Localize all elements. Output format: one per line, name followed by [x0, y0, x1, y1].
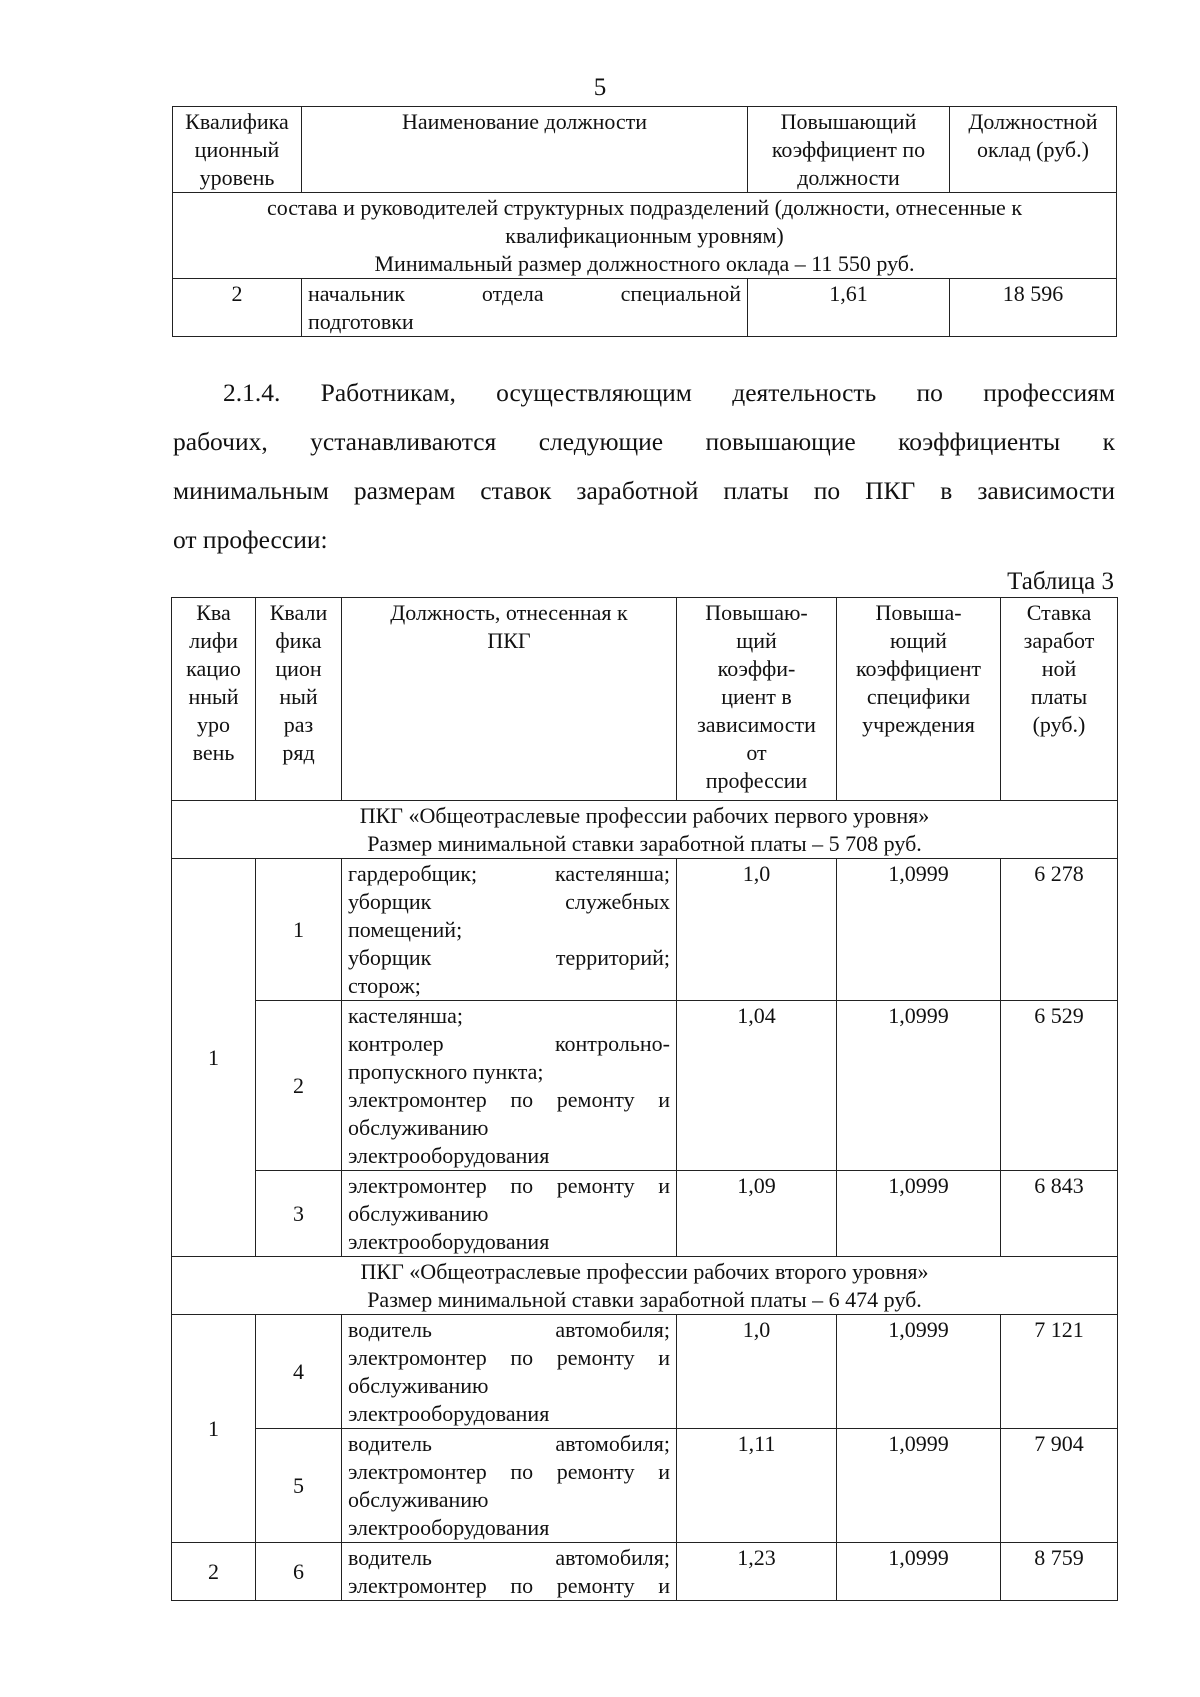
- row-position: [342, 859, 677, 1001]
- row-position-line: обслуживанию: [348, 1487, 489, 1512]
- cell-text-line: учреждения: [862, 712, 975, 737]
- cell-text-line: должности: [797, 165, 900, 190]
- cell-text-line: состава и руководителей структурных подразделений (должности, отнесенные к: [266, 195, 1023, 220]
- row-wage-rate: 7 121: [1001, 1315, 1118, 1429]
- cell-text-line: ПКГ «Общеотраслевые профессии рабочих второго уровня»: [360, 1259, 929, 1284]
- header-institution-coefficient: [837, 598, 1001, 801]
- table-row: [172, 1429, 1118, 1543]
- row-position-line: пропускного пункта;: [348, 1059, 544, 1084]
- cell-text-line: зависимости: [697, 712, 816, 737]
- header-wage-rate: [1001, 598, 1118, 801]
- row-position-line: подготовки: [308, 309, 414, 334]
- row-position-line: сторож;: [348, 973, 421, 998]
- row-position-line: гардеробщик; кастелянша;: [348, 861, 670, 886]
- row-position: [342, 1429, 677, 1543]
- cell-text-line: уро: [197, 712, 230, 737]
- row-position-line: контролер контрольно-: [348, 1031, 670, 1056]
- cell-text-line: цион: [275, 656, 322, 681]
- row-wage-rate: 8 759: [1001, 1543, 1118, 1601]
- cell-text-line: ПКГ «Общеотраслевые профессии рабочих первого уровня»: [359, 803, 930, 828]
- row-institution-coefficient: 1,0999: [837, 859, 1001, 1001]
- row-position: [342, 1315, 677, 1429]
- row-position-line: начальник отдела специальной: [308, 281, 741, 306]
- row-grade: 6: [256, 1543, 342, 1601]
- row-profession-coefficient: 1,0: [677, 1315, 837, 1429]
- row-institution-coefficient: 1,0999: [837, 1543, 1001, 1601]
- row-level: 1: [172, 859, 256, 1257]
- row-position-line: кастелянша;: [348, 1003, 463, 1028]
- row-position-line: электрооборудования: [348, 1515, 550, 1540]
- row-position-line: водитель автомобиля;: [348, 1431, 670, 1456]
- row-position: [302, 279, 748, 337]
- row-institution-coefficient: 1,0999: [837, 1429, 1001, 1543]
- row-wage-rate: 6 278: [1001, 859, 1118, 1001]
- row-position-line: электрооборудования: [348, 1143, 550, 1168]
- row-institution-coefficient: 1,0999: [837, 1171, 1001, 1257]
- row-position-line: обслуживанию: [348, 1115, 489, 1140]
- header-qualification-level: [172, 598, 256, 801]
- row-institution-coefficient: 1,0999: [837, 1315, 1001, 1429]
- cell-text-line: кацио: [186, 656, 241, 681]
- cell-text-line: профессии: [705, 768, 808, 793]
- cell-text-line: Ква: [196, 600, 231, 625]
- row-position-line: электромонтер по ремонту и: [348, 1345, 670, 1370]
- group-header-level-2: [172, 1257, 1118, 1315]
- header-qualification-level: [173, 107, 302, 193]
- cell-text-line: ющий: [890, 628, 947, 653]
- paragraph-line: рабочих, устанавливаются следующие повышающие коэффициенты к: [173, 427, 1115, 456]
- cell-text-line: Минимальный размер должностного оклада – 11 550 руб.: [374, 251, 915, 276]
- row-position-line: водитель автомобиля;: [348, 1317, 670, 1342]
- cell-text-line: Повышающий: [780, 109, 917, 134]
- row-position-line: электромонтер по ремонту и: [348, 1087, 670, 1112]
- header-profession-coefficient: [677, 598, 837, 801]
- cell-text-line: щий: [736, 628, 777, 653]
- cell-text-line: Наименование должности: [401, 109, 648, 134]
- row-position-line: электромонтер по ремонту и: [348, 1459, 670, 1484]
- row-grade: 2: [256, 1001, 342, 1171]
- cell-text-line: нный: [188, 684, 239, 709]
- cell-text-line: коэффициент: [855, 656, 981, 681]
- cell-text-line: Квалифика: [185, 109, 289, 134]
- row-position-line: электрооборудования: [348, 1229, 550, 1254]
- cell-text-line: ряд: [282, 740, 315, 765]
- row-position-line: обслуживанию: [348, 1201, 489, 1226]
- header-position-coefficient: [748, 107, 950, 193]
- row-wage-rate: 6 843: [1001, 1171, 1118, 1257]
- row-grade: 1: [256, 859, 342, 1001]
- row-position-line: помещений;: [348, 917, 463, 942]
- row-institution-coefficient: 1,0999: [837, 1001, 1001, 1171]
- cell-text-line: Должность, отнесенная к: [390, 600, 628, 625]
- row-position: [342, 1001, 677, 1171]
- group-description: [173, 193, 1117, 279]
- cell-text-line: ный: [279, 684, 318, 709]
- row-grade: 3: [256, 1171, 342, 1257]
- cell-text-line: заработ: [1023, 628, 1095, 653]
- row-coefficient: 1,61: [748, 279, 950, 337]
- cell-text-line: Повыша-: [875, 600, 962, 625]
- row-position-line: электромонтер по ремонту и: [348, 1173, 670, 1198]
- row-position: [342, 1543, 677, 1601]
- cell-text-line: ционный: [194, 137, 280, 162]
- cell-text-line: от: [746, 740, 767, 765]
- row-position: [342, 1171, 677, 1257]
- cell-text-line: коэффи-: [717, 656, 796, 681]
- table-row: [172, 1543, 1118, 1601]
- table-row: [172, 1315, 1118, 1429]
- row-position-line: водитель автомобиля;: [348, 1545, 670, 1570]
- row-position-line: уборщик служебных: [348, 889, 670, 914]
- group-header-level-1: [172, 801, 1118, 859]
- table-row: [172, 859, 1118, 1001]
- cell-text-line: ной: [1041, 656, 1077, 681]
- row-level: 1: [172, 1315, 256, 1543]
- header-position-name: [302, 107, 748, 193]
- cell-text-line: уровень: [199, 165, 275, 190]
- page-number: 5: [593, 74, 607, 101]
- row-level: 2: [173, 279, 302, 337]
- row-position-line: электромонтер по ремонту и: [348, 1573, 670, 1598]
- header-qualification-grade: [256, 598, 342, 801]
- row-profession-coefficient: 1,11: [677, 1429, 837, 1543]
- cell-text-line: вень: [192, 740, 235, 765]
- paragraph-line: от профессии:: [173, 525, 328, 554]
- row-grade: 4: [256, 1315, 342, 1429]
- header-position-salary: [950, 107, 1117, 193]
- section-paragraph: [173, 368, 1115, 564]
- cell-text-line: оклад (руб.): [977, 137, 1089, 162]
- cell-text-line: фика: [275, 628, 322, 653]
- row-profession-coefficient: 1,09: [677, 1171, 837, 1257]
- row-wage-rate: 7 904: [1001, 1429, 1118, 1543]
- table-row: [172, 1171, 1118, 1257]
- cell-text-line: Размер минимальной ставки заработной платы – 5 708 руб.: [367, 831, 922, 856]
- cell-text-line: Размер минимальной ставки заработной платы – 6 474 руб.: [367, 1287, 922, 1312]
- row-wage-rate: 6 529: [1001, 1001, 1118, 1171]
- paragraph-line: минимальным размерам ставок заработной платы по ПКГ в зависимости: [173, 476, 1115, 505]
- cell-text-line: лифи: [189, 628, 238, 653]
- workers-rate-table: [171, 597, 1118, 1601]
- row-position-line: обслуживанию: [348, 1373, 489, 1398]
- row-position-line: уборщик территорий;: [348, 945, 670, 970]
- row-grade: 5: [256, 1429, 342, 1543]
- cell-text-line: Квали: [269, 600, 328, 625]
- cell-text-line: (руб.): [1032, 712, 1086, 737]
- salary-table-continued: [172, 106, 1117, 337]
- cell-text-line: специфики: [866, 684, 971, 709]
- cell-text-line: коэффициент по: [771, 137, 926, 162]
- row-profession-coefficient: 1,23: [677, 1543, 837, 1601]
- row-salary: 18 596: [950, 279, 1117, 337]
- header-position: [342, 598, 677, 801]
- cell-text-line: Должностной: [968, 109, 1098, 134]
- cell-text-line: платы: [1030, 684, 1088, 709]
- cell-text-line: ПКГ: [487, 628, 531, 653]
- table-caption: Таблица 3: [1007, 568, 1114, 595]
- paragraph-line: 2.1.4. Работникам, осуществляющим деятельность по профессиям: [223, 378, 1115, 407]
- row-profession-coefficient: 1,0: [677, 859, 837, 1001]
- cell-text-line: Повышаю-: [705, 600, 808, 625]
- row-profession-coefficient: 1,04: [677, 1001, 837, 1171]
- row-level: 2: [172, 1543, 256, 1601]
- cell-text-line: раз: [283, 712, 314, 737]
- row-position-line: электрооборудования: [348, 1401, 550, 1426]
- cell-text-line: циент в: [721, 684, 792, 709]
- cell-text-line: Ставка: [1026, 600, 1092, 625]
- cell-text-line: квалификационным уровням): [505, 223, 784, 248]
- table-row: [172, 1001, 1118, 1171]
